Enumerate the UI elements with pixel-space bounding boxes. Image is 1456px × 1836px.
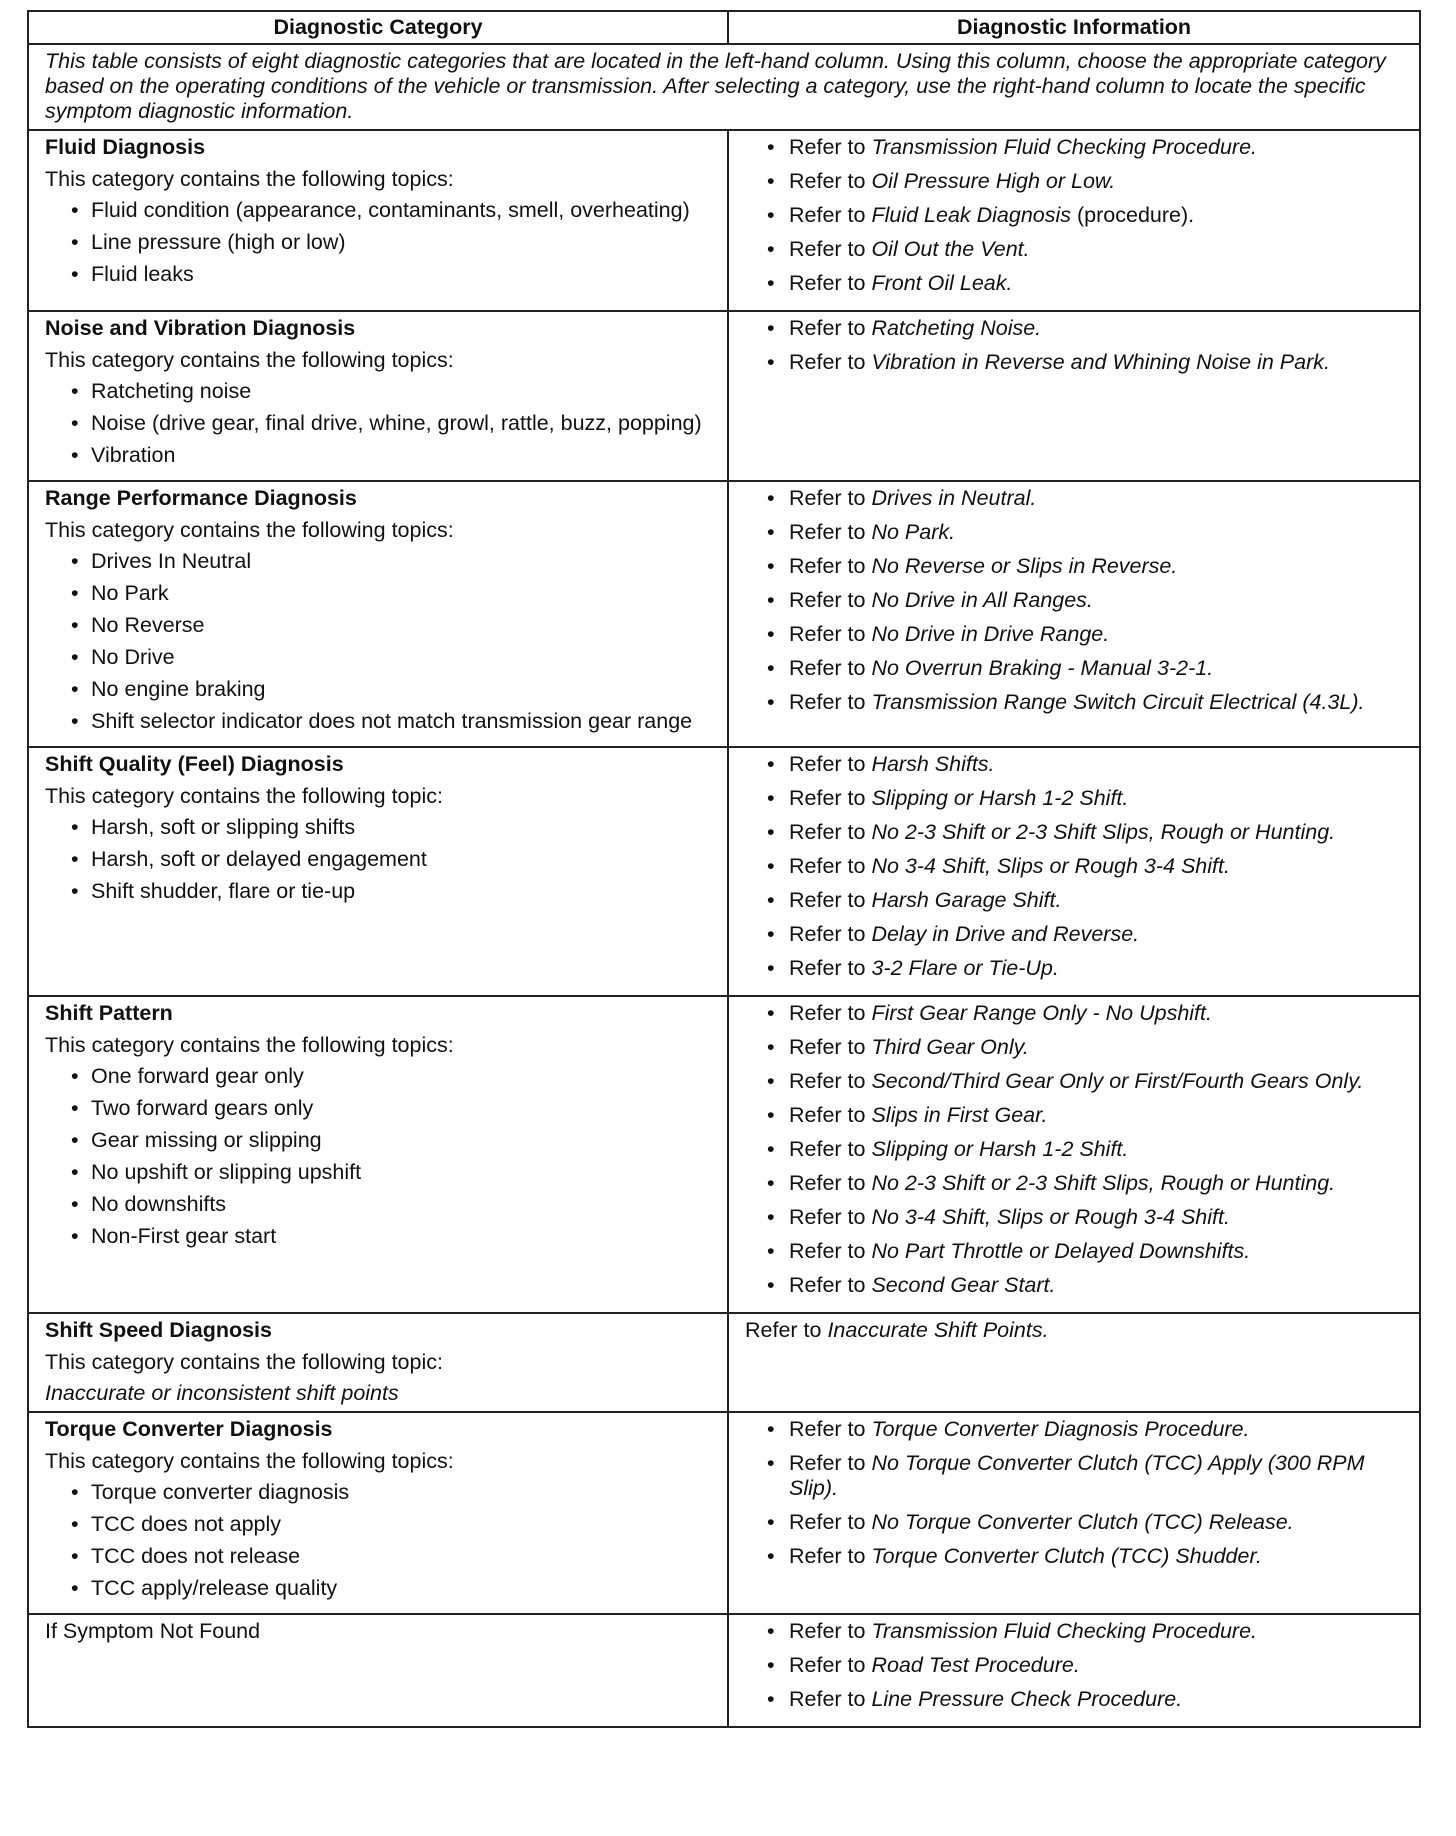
topic-item: • Gear missing or slipping <box>45 1128 713 1153</box>
reference-link[interactable]: Second/Third Gear Only or First/Fourth Gears Only. <box>871 1069 1364 1093</box>
reference-prefix: Refer to <box>789 135 872 159</box>
information-cell <box>728 1614 1420 1727</box>
reference-link[interactable]: No 2-3 Shift or 2-3 Shift Slips, Rough or Hunting. <box>871 820 1336 844</box>
reference-link[interactable]: Transmission Range Switch Circuit Electrical (4.3L). <box>871 690 1365 714</box>
information-cell <box>728 311 1420 481</box>
diagnostic-table <box>27 10 1421 1728</box>
topic-item: • No engine braking <box>45 677 713 702</box>
reference-prefix: Refer to <box>789 1273 872 1297</box>
information-cell <box>728 747 1420 996</box>
header-row <box>28 11 1420 44</box>
topic-item: • One forward gear only <box>45 1064 713 1089</box>
topic-item: • Shift shudder, flare or tie-up <box>45 879 713 904</box>
reference-item <box>745 1035 1405 1060</box>
intro-text: This table consists of eight diagnostic categories that are located in the left-hand column. Using this column, choose the appropriate category based on the operating conditions of the vehicle or transmission. After selecting a category, use the right-hand column to locate the specific symptom diagnostic information. <box>28 44 1420 130</box>
reference-item <box>745 1510 1405 1535</box>
topic-item: • Drives In Neutral <box>45 549 713 574</box>
reference-item <box>745 135 1405 160</box>
reference-item <box>745 1001 1405 1026</box>
reference-item <box>745 854 1405 879</box>
topic-item: • No downshifts <box>45 1192 713 1217</box>
reference-list <box>745 135 1405 296</box>
reference-link[interactable]: Second Gear Start. <box>871 1273 1056 1297</box>
reference-prefix: Refer to <box>789 1451 872 1475</box>
reference-prefix: Refer to <box>789 271 872 295</box>
category-title: Shift Pattern <box>45 1001 173 1025</box>
reference-prefix: Refer to <box>789 1205 872 1229</box>
reference-item <box>745 1687 1405 1712</box>
reference-prefix: Refer to <box>789 1239 872 1263</box>
topic-item: • TCC does not release <box>45 1544 713 1569</box>
reference-link[interactable]: Vibration in Reverse and Whining Noise in Park. <box>871 350 1330 374</box>
reference-item <box>745 520 1405 545</box>
intro-row <box>28 44 1420 130</box>
reference-link[interactable]: Torque Converter Clutch (TCC) Shudder. <box>871 1544 1262 1568</box>
reference-prefix: Refer to <box>789 169 872 193</box>
topic-item: • Two forward gears only <box>45 1096 713 1121</box>
reference-item <box>745 588 1405 613</box>
reference-suffix: (procedure). <box>1071 203 1195 227</box>
topic-item: • Shift selector indicator does not match transmission gear range <box>45 709 713 734</box>
reference-link[interactable]: Line Pressure Check Procedure. <box>871 1687 1183 1711</box>
category-cell <box>28 1313 728 1412</box>
reference-link[interactable]: Harsh Shifts. <box>871 752 995 776</box>
reference-prefix: Refer to <box>789 588 872 612</box>
reference-prefix: Refer to <box>789 854 872 878</box>
category-cell <box>28 130 728 311</box>
reference-link[interactable]: No Park. <box>871 520 956 544</box>
reference-item <box>745 554 1405 579</box>
reference-prefix: Refer to <box>789 690 872 714</box>
topic-item: • Harsh, soft or slipping shifts <box>45 815 713 840</box>
reference-item <box>745 888 1405 913</box>
topic-item: • Non-First gear start <box>45 1224 713 1249</box>
reference-item <box>745 1137 1405 1162</box>
category-row <box>28 1412 1420 1614</box>
topic-item: • No upshift or slipping upshift <box>45 1160 713 1185</box>
information-cell <box>728 1313 1420 1412</box>
reference-item <box>745 350 1405 375</box>
category-description: This category contains the following topic: <box>45 1350 443 1374</box>
topic-list <box>45 1480 713 1601</box>
information-cell <box>728 1412 1420 1614</box>
reference-link[interactable]: Slipping or Harsh 1-2 Shift. <box>871 1137 1129 1161</box>
category-cell <box>28 1614 728 1727</box>
category-row <box>28 1313 1420 1412</box>
topic-item: • Ratcheting noise <box>45 379 713 404</box>
reference-prefix: Refer to <box>789 203 872 227</box>
header-diagnostic-category: Diagnostic Category <box>28 11 728 44</box>
reference-prefix: Refer to <box>789 622 872 646</box>
reference-item <box>745 237 1405 262</box>
topic-list <box>45 549 713 734</box>
category-title: Fluid Diagnosis <box>45 135 206 159</box>
header-diagnostic-information: Diagnostic Information <box>728 11 1420 44</box>
reference-item <box>745 956 1405 981</box>
category-cell <box>28 481 728 747</box>
reference-prefix: Refer to <box>789 1171 872 1195</box>
reference-link[interactable]: Ratcheting Noise. <box>871 316 1042 340</box>
topic-plain: Inaccurate or inconsistent shift points <box>45 1381 399 1405</box>
topic-item: • Torque converter diagnosis <box>45 1480 713 1505</box>
reference-prefix: Refer to <box>789 1653 872 1677</box>
topic-item: • Line pressure (high or low) <box>45 230 713 255</box>
reference-item <box>745 1069 1405 1094</box>
topic-item: • TCC apply/release quality <box>45 1576 713 1601</box>
reference-prefix: Refer to <box>789 486 872 510</box>
reference-prefix: Refer to <box>789 888 872 912</box>
topic-list <box>45 198 713 287</box>
reference-item <box>745 622 1405 647</box>
topic-item: • Fluid condition (appearance, contaminants, smell, overheating) <box>45 198 713 223</box>
reference-prefix: Refer to <box>789 237 872 261</box>
reference-item <box>745 1417 1405 1442</box>
reference-item <box>745 1205 1405 1230</box>
category-cell <box>28 747 728 996</box>
topic-item: • No Drive <box>45 645 713 670</box>
reference-prefix: Refer to <box>789 922 872 946</box>
reference-item <box>745 752 1405 777</box>
reference-item <box>745 486 1405 511</box>
reference-link[interactable]: Fluid Leak Diagnosis <box>871 203 1072 227</box>
topic-item: • No Park <box>45 581 713 606</box>
information-cell <box>728 481 1420 747</box>
category-title: Shift Speed Diagnosis <box>45 1318 272 1342</box>
reference-item <box>745 1619 1405 1644</box>
topic-item: • No Reverse <box>45 613 713 638</box>
topic-list <box>45 1064 713 1249</box>
reference-item <box>745 820 1405 845</box>
reference-item <box>745 1171 1405 1196</box>
topic-item: • Noise (drive gear, final drive, whine, growl, rattle, buzz, popping) <box>45 411 713 436</box>
reference-prefix: Refer to <box>789 316 872 340</box>
reference-link[interactable]: No Drive in All Ranges. <box>871 588 1093 612</box>
reference-item <box>745 922 1405 947</box>
category-title: Shift Quality (Feel) Diagnosis <box>45 752 344 776</box>
category-row <box>28 311 1420 481</box>
category-row <box>28 130 1420 311</box>
reference-item <box>745 690 1405 715</box>
reference-link[interactable]: Torque Converter Diagnosis Procedure. <box>871 1417 1250 1441</box>
category-title: Range Performance Diagnosis <box>45 486 357 510</box>
topic-item: • Fluid leaks <box>45 262 713 287</box>
category-row <box>28 747 1420 996</box>
reference-list <box>745 752 1405 981</box>
reference-link[interactable]: Transmission Fluid Checking Procedure. <box>871 135 1258 159</box>
reference-item <box>745 169 1405 194</box>
reference-link[interactable]: Road Test Procedure. <box>871 1653 1080 1677</box>
reference-prefix: Refer to <box>789 554 872 578</box>
reference-prefix: Refer to <box>789 350 872 374</box>
reference-link[interactable]: Front Oil Leak. <box>871 271 1013 295</box>
reference-prefix: Refer to <box>789 1687 872 1711</box>
reference-item <box>745 786 1405 811</box>
reference-list <box>745 1417 1405 1569</box>
topic-list <box>45 379 713 468</box>
category-description: This category contains the following topics: <box>45 348 454 372</box>
category-title: Noise and Vibration Diagnosis <box>45 316 356 340</box>
reference-prefix: Refer to <box>789 1069 872 1093</box>
reference-prefix: Refer to <box>789 1417 872 1441</box>
reference-item <box>745 1544 1405 1569</box>
category-description: This category contains the following topics: <box>45 1033 454 1057</box>
reference-prefix: Refer to <box>789 1001 872 1025</box>
category-title: Torque Converter Diagnosis <box>45 1417 333 1441</box>
reference-prefix: Refer to <box>789 1544 872 1568</box>
topic-item: • Harsh, soft or delayed engagement <box>45 847 713 872</box>
reference-prefix: Refer to <box>789 1619 872 1643</box>
reference-prefix: Refer to <box>789 1103 872 1127</box>
reference-link[interactable]: No Overrun Braking - Manual 3-2-1. <box>871 656 1214 680</box>
category-row <box>28 1614 1420 1727</box>
category-title-plain: If Symptom Not Found <box>45 1619 261 1643</box>
reference-link[interactable]: No Part Throttle or Delayed Downshifts. <box>871 1239 1251 1263</box>
reference-prefix: Refer to <box>789 1035 872 1059</box>
reference-prefix: Refer to <box>789 786 872 810</box>
reference-item <box>745 1239 1405 1264</box>
reference-item <box>745 1451 1405 1501</box>
reference-item <box>745 1103 1405 1128</box>
topic-item: • TCC does not apply <box>45 1512 713 1537</box>
category-cell <box>28 1412 728 1614</box>
reference-link[interactable]: No 3-4 Shift, Slips or Rough 3-4 Shift. <box>871 854 1230 878</box>
reference-link[interactable]: Slipping or Harsh 1-2 Shift. <box>871 786 1129 810</box>
reference-prefix: Refer to <box>789 1137 872 1161</box>
information-cell <box>728 130 1420 311</box>
reference-list <box>745 1619 1405 1712</box>
reference-item <box>745 656 1405 681</box>
category-description: This category contains the following topics: <box>45 518 454 542</box>
category-row <box>28 481 1420 747</box>
reference-prefix: Refer to <box>789 820 872 844</box>
reference-link[interactable]: 3-2 Flare or Tie-Up. <box>871 956 1059 980</box>
category-cell <box>28 311 728 481</box>
topic-list <box>45 815 713 904</box>
reference-link[interactable]: Delay in Drive and Reverse. <box>871 922 1140 946</box>
reference-item <box>745 1653 1405 1678</box>
information-cell <box>728 996 1420 1313</box>
reference-item <box>745 1273 1405 1298</box>
topic-item: • Vibration <box>45 443 713 468</box>
reference-link[interactable]: No Drive in Drive Range. <box>871 622 1110 646</box>
reference-link[interactable]: Harsh Garage Shift. <box>871 888 1062 912</box>
reference-item <box>745 203 1405 228</box>
reference-link[interactable]: Oil Pressure High or Low. <box>871 169 1116 193</box>
reference-link[interactable]: No Torque Converter Clutch (TCC) Release. <box>871 1510 1294 1534</box>
reference-single <box>745 1318 1405 1343</box>
reference-item <box>745 316 1405 341</box>
reference-link[interactable]: Oil Out the Vent. <box>871 237 1030 261</box>
category-cell <box>28 996 728 1313</box>
reference-prefix: Refer to <box>789 656 872 680</box>
reference-prefix: Refer to <box>789 956 872 980</box>
category-description: This category contains the following topics: <box>45 167 454 191</box>
reference-link[interactable]: Transmission Fluid Checking Procedure. <box>871 1619 1258 1643</box>
category-description: This category contains the following topic: <box>45 784 443 808</box>
reference-link[interactable]: No 3-4 Shift, Slips or Rough 3-4 Shift. <box>871 1205 1230 1229</box>
reference-link[interactable]: Slips in First Gear. <box>871 1103 1048 1127</box>
reference-prefix: Refer to <box>789 1510 872 1534</box>
reference-prefix: Refer to <box>789 520 872 544</box>
reference-link[interactable]: First Gear Range Only - No Upshift. <box>871 1001 1212 1025</box>
reference-link[interactable]: Drives in Neutral. <box>871 486 1037 510</box>
reference-link[interactable]: No Torque Converter Clutch (TCC) Apply (300 RPM Slip). <box>789 1451 1365 1500</box>
reference-item <box>745 271 1405 296</box>
reference-link[interactable]: Inaccurate Shift Points. <box>827 1318 1049 1342</box>
reference-prefix: Refer to <box>745 1318 828 1342</box>
category-description: This category contains the following topics: <box>45 1449 454 1473</box>
reference-list <box>745 316 1405 375</box>
reference-list <box>745 486 1405 715</box>
reference-prefix: Refer to <box>789 752 872 776</box>
reference-link[interactable]: Third Gear Only. <box>871 1035 1029 1059</box>
reference-list <box>745 1001 1405 1298</box>
reference-link[interactable]: No 2-3 Shift or 2-3 Shift Slips, Rough or Hunting. <box>871 1171 1336 1195</box>
category-row <box>28 996 1420 1313</box>
reference-link[interactable]: No Reverse or Slips in Reverse. <box>871 554 1178 578</box>
